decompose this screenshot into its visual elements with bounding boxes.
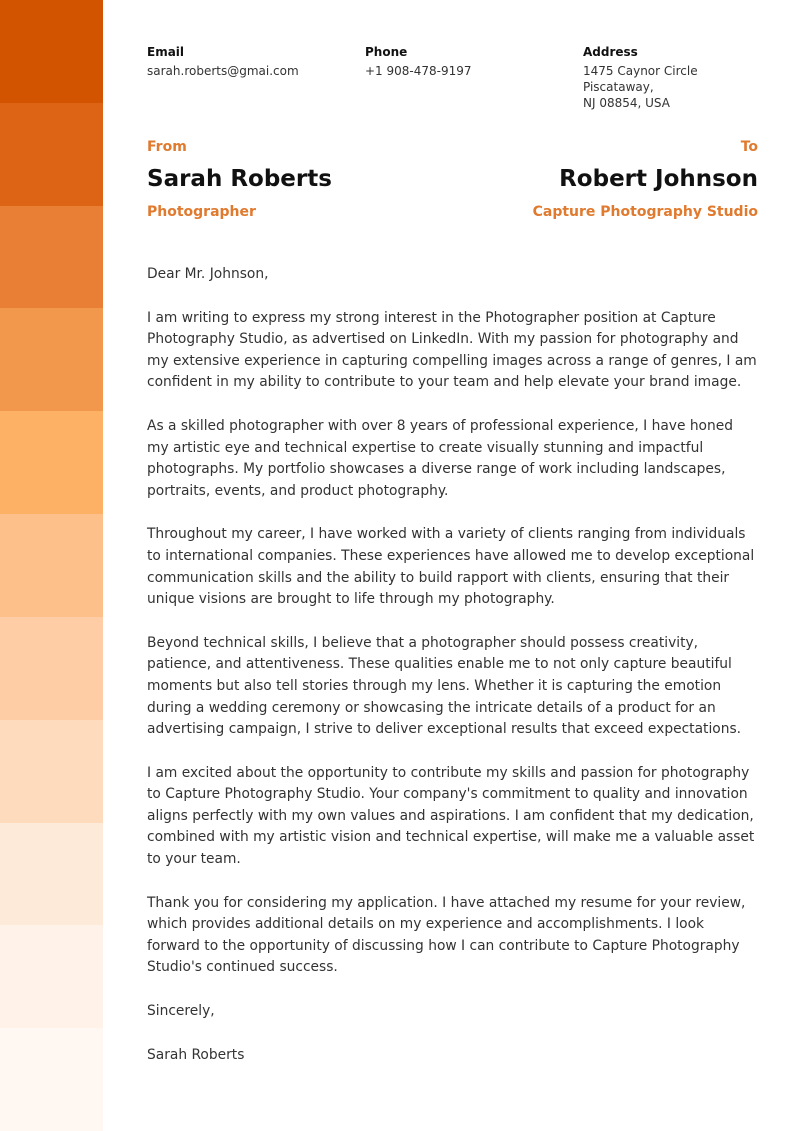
phone-label: Phone bbox=[365, 45, 408, 59]
email-value: sarah.roberts@gmai.com bbox=[147, 64, 299, 78]
sidebar-swatch bbox=[0, 925, 103, 1028]
signature: Sarah Roberts bbox=[147, 1046, 245, 1063]
sidebar-swatch bbox=[0, 1028, 103, 1131]
sidebar-swatch bbox=[0, 514, 103, 617]
sidebar-swatch bbox=[0, 206, 103, 309]
from-label: From bbox=[147, 139, 187, 155]
address-label: Address bbox=[583, 45, 638, 59]
body-paragraph: Throughout my career, I have worked with a variety of clients ranging from individuals to international companies. These experiences have allowed me to develop exceptional communication skills and the ability to build rapport with clients, ensuring that their unique visions are brought to life through my photography. bbox=[147, 526, 755, 608]
address-line-1: 1475 Caynor Circle Piscataway, bbox=[583, 64, 698, 94]
sender-name: Sarah Roberts bbox=[147, 166, 332, 192]
sidebar-swatch bbox=[0, 823, 103, 926]
recipient-company: Capture Photography Studio bbox=[532, 204, 758, 220]
recipient-name: Robert Johnson bbox=[559, 166, 758, 192]
contact-info bbox=[147, 44, 758, 110]
sidebar-swatch bbox=[0, 617, 103, 720]
salutation: Dear Mr. Johnson, bbox=[147, 266, 269, 282]
sidebar-swatch bbox=[0, 0, 103, 103]
body-paragraph: I am excited about the opportunity to contribute my skills and passion for photography to Capture Photography Studio. Your company's commitment to quality and innovation aligns perfectly with my own values and aspirations. I am confident that my dedication, combined with my artistic vision and technical expertise, will make me a valuable asset to your team. bbox=[147, 764, 755, 868]
sender-recipient bbox=[147, 138, 758, 228]
sidebar-swatch bbox=[0, 411, 103, 514]
contact-email bbox=[147, 44, 347, 79]
sender-block bbox=[147, 138, 332, 221]
body-paragraph: Thank you for considering my application. I have attached my resume for your review, which provides additional details on my experience and accomplishments. I look forward to the opportunity of discussing how I can contribute to Capture Photography Studio's continued success. bbox=[147, 894, 746, 976]
body-paragraph: Beyond technical skills, I believe that a photographer should possess creativity, patience, and attentiveness. These qualities enable me to not only capture beautiful moments but also tell stories through my lens. Whether it is capturing the emotion during a wedding ceremony or showcasing the intricate details of a product for an advertising campaign, I strive to deliver exceptional results that exceed expectations. bbox=[147, 634, 742, 738]
sidebar-swatch bbox=[0, 103, 103, 206]
address-line-2: NJ 08854, USA bbox=[583, 96, 670, 110]
sender-role: Photographer bbox=[147, 204, 256, 220]
to-label: To bbox=[740, 139, 758, 155]
sidebar-swatch bbox=[0, 720, 103, 823]
phone-value: +1 908-478-9197 bbox=[365, 64, 472, 78]
contact-address bbox=[583, 44, 763, 111]
letter-body bbox=[147, 264, 758, 1088]
color-gradient-sidebar bbox=[0, 0, 103, 1131]
sidebar-swatch bbox=[0, 308, 103, 411]
closing: Sincerely, bbox=[147, 1003, 215, 1020]
contact-phone bbox=[365, 44, 565, 79]
recipient-block bbox=[533, 138, 758, 221]
email-label: Email bbox=[147, 45, 185, 59]
body-paragraph: I am writing to express my strong interest in the Photographer position at Capture Photography Studio, as advertised on LinkedIn. With my passion for photography and my extensive experience in capturing compelling images across a range of genres, I am confident in my ability to contribute to your team and help elevate your brand image. bbox=[147, 309, 757, 391]
body-paragraph: As a skilled photographer with over 8 years of professional experience, I have honed my artistic eye and technical expertise to create visually stunning and impactful photographs. My portfolio showcases a diverse range of work including landscapes, portraits, events, and product photography. bbox=[147, 417, 733, 499]
